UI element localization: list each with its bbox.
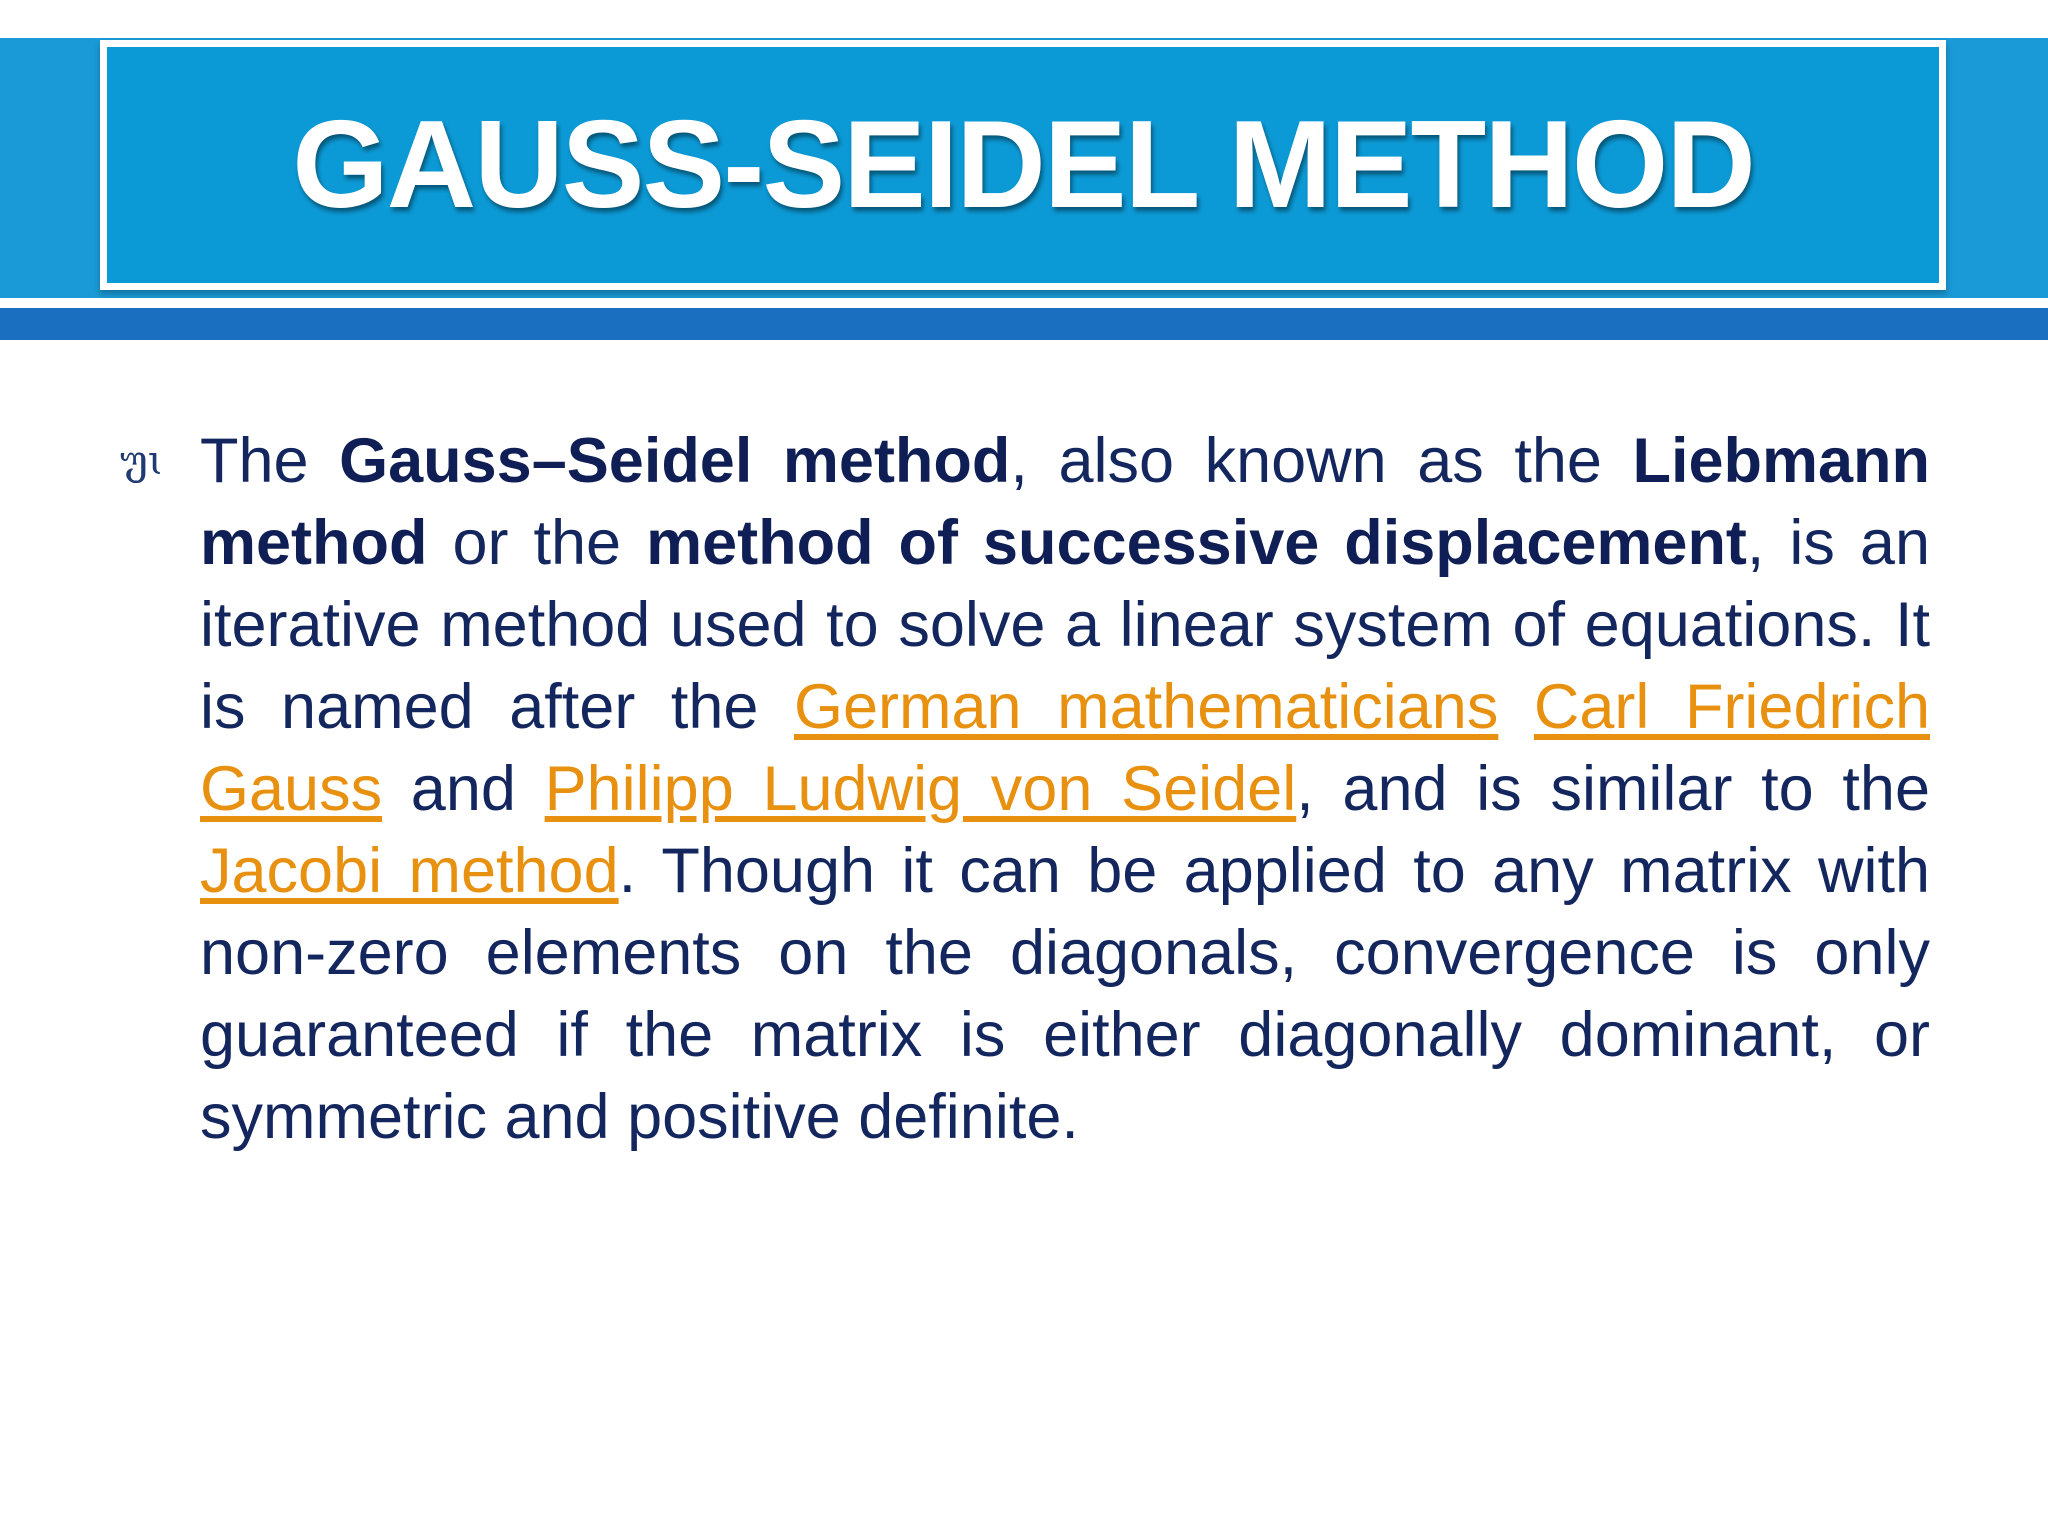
text-run: or the	[427, 508, 647, 578]
title-box	[100, 40, 1946, 290]
slide-title: GAUSS-SEIDEL METHOD	[292, 96, 1754, 234]
link-jacobi-method[interactable]: Jacobi method	[200, 836, 619, 906]
bold-term-gauss-seidel: Gauss–Seidel method	[339, 426, 1011, 496]
scroll-bullet-icon: უɩ	[120, 438, 164, 484]
text-run: , and is similar to the	[1296, 754, 1930, 824]
link-german-mathematicians[interactable]: German mathematicians	[794, 672, 1499, 742]
bold-term-successive-displacement: method of successive displacement	[646, 508, 1747, 578]
text-run: The	[200, 426, 340, 496]
text-run: . Though it can be applied to any matrix with non-zero elements on the diagonals, convergence is only guaranteed if the matrix is either diagonally dominant, or symmetric and positive definite.	[200, 836, 1931, 1152]
header-accent-stripe	[0, 308, 2048, 340]
bold-term-liebmann: Liebmann method	[200, 426, 1930, 578]
text-run: , also known as the	[1010, 426, 1633, 496]
link-carl-friedrich-gauss[interactable]: Carl Friedrich Gauss	[200, 672, 1931, 824]
text-run: and	[382, 754, 545, 824]
text-run: , is an iterative method used to solve a linear system of equations. It is named after the	[200, 508, 1930, 742]
link-philipp-ludwig-von-seidel[interactable]: Philipp Ludwig von Seidel	[544, 754, 1297, 824]
body-paragraph	[200, 420, 1930, 1158]
slide-content	[120, 420, 1930, 1158]
text-run	[1498, 672, 1534, 742]
